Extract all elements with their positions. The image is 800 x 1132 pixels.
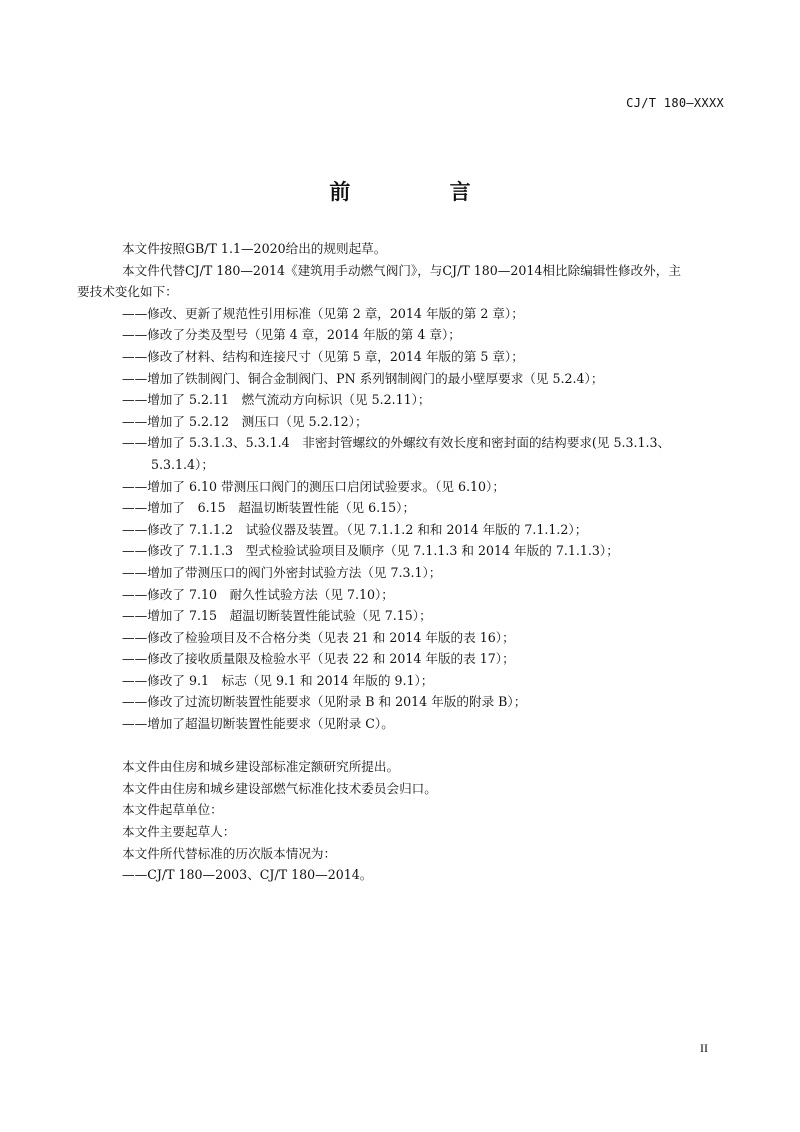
page-title: 前 言 <box>329 180 517 204</box>
change-item: ——修改了 7.10 耐久性试验方法（见 7.10）； <box>122 586 394 602</box>
intro-line-2b: 要技术变化如下： <box>77 284 178 300</box>
closing-line: 本文件所代替标准的历次版本情况为： <box>122 845 337 861</box>
change-item-continuation: 5.3.1.4）； <box>151 456 214 472</box>
foreword-body <box>77 238 732 886</box>
closing-line: 本文件由住房和城乡建设部标准定额研究所提出。 <box>122 759 400 775</box>
closing-section <box>122 756 732 886</box>
change-item: ——增加了带测压口的阀门外密封试验方法（见 7.3.1）； <box>122 564 442 580</box>
change-item: ——修改了分类及型号（见第 4 章，2014 年版的第 4 章）； <box>122 327 461 343</box>
change-item: ——增加了超温切断装置性能要求（见附录 C）。 <box>122 716 394 732</box>
change-item: ——增加了铁制阀门、铜合金制阀门、PN 系列钢制阀门的最小壁厚要求（见 5.2.4）； <box>122 370 604 386</box>
intro-line-2a: 本文件代替CJ/T 180—2014《建筑用手动燃气阀门》，与CJ/T 180—2014相比除编辑性修改外，主 <box>122 262 681 278</box>
change-item: ——修改了检验项目及不合格分类（见表 21 和 2014 年版的表 16）； <box>122 629 515 645</box>
change-item: ——增加了 5.2.12 测压口（见 5.2.12）； <box>122 413 368 429</box>
page-number: II <box>700 1041 708 1055</box>
change-item: ——修改了接收质量限及检验水平（见表 22 和 2014 年版的表 17）； <box>122 651 515 667</box>
change-item: ——增加了 6.10 带测压口阀门的测压口启闭试验要求。（见 6.10）； <box>122 478 505 494</box>
change-item: ——增加了 7.15 超温切断装置性能试验（见 7.15）； <box>122 608 432 624</box>
change-item: ——增加了 6.15 超温切断装置性能（见 6.15）； <box>122 500 416 516</box>
change-item: ——修改了 9.1 标志（见 9.1 和 2014 年版的 9.1）； <box>122 672 434 688</box>
changes-list <box>122 303 732 735</box>
paragraph-gap <box>122 735 732 757</box>
closing-line: 本文件起草单位： <box>122 802 223 818</box>
change-item: ——增加了 5.2.11 燃气流动方向标识（见 5.2.11）； <box>122 392 431 408</box>
change-item: ——增加了 5.3.1.3、5.3.1.4 非密封管螺纹的外螺纹有效长度和密封面的结构要求(见 5.3.1.3、 <box>122 435 671 451</box>
document-code: CJ/T 180—XXXX <box>626 96 724 110</box>
change-item: ——修改、更新了规范性引用标准（见第 2 章，2014 年版的第 2 章）； <box>122 305 524 321</box>
closing-line: 本文件由住房和城乡建设部燃气标准化技术委员会归口。 <box>122 780 437 796</box>
closing-line: 本文件主要起草人： <box>122 824 236 840</box>
change-item: ——修改了材料、结构和连接尺寸（见第 5 章，2014 年版的第 5 章）； <box>122 348 524 364</box>
change-item: ——修改了 7.1.1.3 型式检验试验项目及顺序（见 7.1.1.3 和 2014 年版的 7.1.1.3）； <box>122 543 619 559</box>
change-item: ——修改了 7.1.1.2 试验仪器及装置。（见 7.1.1.2 和和 2014 年版的 7.1.1.2）； <box>122 521 588 537</box>
closing-line: ——CJ/T 180—2003、CJ/T 180—2014。 <box>122 867 373 883</box>
change-item: ——修改了过流切断装置性能要求（见附录 B 和 2014 年版的附录 B）； <box>122 694 527 710</box>
intro-line-1: 本文件按照GB/T 1.1—2020给出的规则起草。 <box>122 241 387 256</box>
